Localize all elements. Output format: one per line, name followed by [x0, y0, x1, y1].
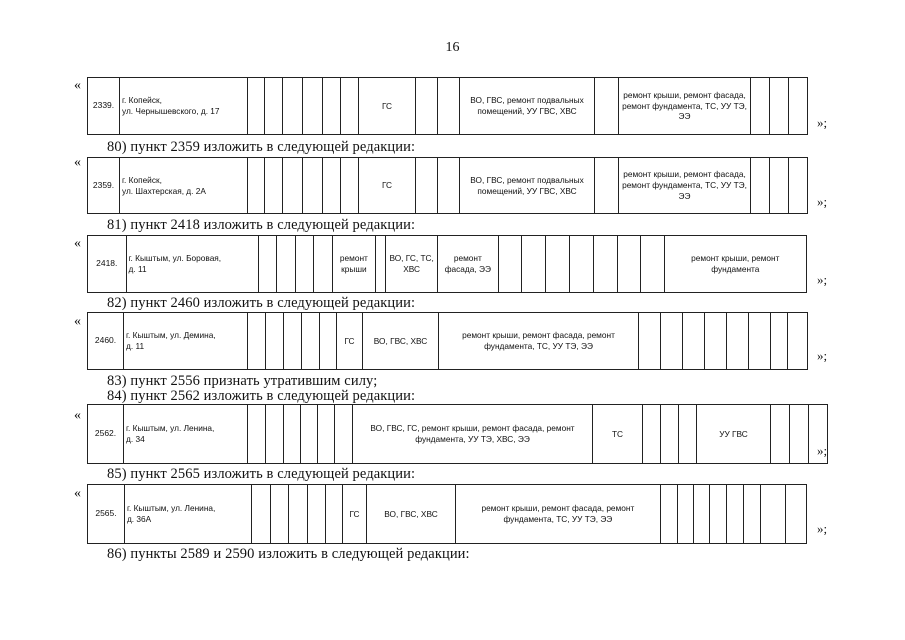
- open-quote: «: [74, 78, 81, 93]
- address-line-1: г. Копейск,: [122, 174, 162, 185]
- address-cell: [124, 313, 248, 370]
- row-number: 2565.: [88, 485, 125, 544]
- table-row-2418: [87, 235, 807, 293]
- open-quote: «: [74, 314, 81, 329]
- close-quote: »;: [817, 194, 828, 209]
- address-cell: [120, 78, 248, 135]
- address-cell: [124, 405, 248, 464]
- address-line-2: ул. Шахтерская, д. 2А: [122, 185, 206, 196]
- work-cell-systems: ВО, ГВС, ГС, ремонт крыши, ремонт фасада, ремонт фундамента, УУ ТЭ, ХВС, ЭЭ: [353, 405, 593, 464]
- close-quote: »;: [817, 348, 828, 363]
- open-quote: «: [74, 486, 81, 501]
- address-line-2: д. 36А: [126, 514, 152, 524]
- work-cell-repairs: ремонт крыши, ремонт фундамента: [664, 236, 806, 293]
- heading-80: 80) пункт 2359 изложить в следующей редакции:: [107, 139, 416, 155]
- row-number: 2359.: [88, 158, 120, 214]
- heading-86: 86) пункты 2589 и 2590 изложить в следующей редакции:: [107, 546, 470, 562]
- open-quote: «: [74, 155, 81, 170]
- heading-81: 81) пункт 2418 изложить в следующей редакции:: [107, 217, 416, 233]
- table-row-2339: [87, 77, 808, 135]
- row-number: 2339.: [88, 78, 120, 135]
- address-line-1: г. Кыштым, ул. Демина,: [126, 330, 216, 341]
- work-cell-systems: ВО, ГВС, ремонт подвальных помещений, УУ ГВС, ХВС: [460, 78, 595, 135]
- close-quote: »;: [817, 521, 828, 536]
- work-cell-repairs: ремонт крыши, ремонт фасада, ремонт фундамента, ТС, УУ ТЭ, ЭЭ: [439, 313, 639, 370]
- work-cell-repairs: ремонт крыши, ремонт фасада, ремонт фундамента, ТС, УУ ТЭ, ЭЭ: [619, 158, 751, 214]
- work-cell-facade: ремонт фасада, ЭЭ: [437, 236, 498, 293]
- address-line-1: г. Кыштым, ул. Ленина,: [126, 503, 216, 514]
- address-line-1: г. Кыштым, ул. Ленина,: [126, 423, 215, 434]
- address-line-2: ул. Чернышевского, д. 17: [122, 106, 220, 116]
- close-quote: »;: [817, 443, 828, 458]
- table-row-2359: [87, 157, 808, 214]
- heading-85: 85) пункт 2565 изложить в следующей редакции:: [107, 466, 416, 482]
- work-cell-gs: ГС: [337, 313, 363, 370]
- work-cell-gs: ГС: [359, 158, 416, 214]
- address-cell: [120, 158, 248, 214]
- close-quote: »;: [817, 272, 828, 287]
- page-number: 16: [445, 40, 460, 55]
- table-row-2460: [87, 312, 808, 370]
- heading-84: 84) пункт 2562 изложить в следующей редакции:: [107, 388, 416, 404]
- work-cell-systems: ВО, ГВС, ХВС: [367, 485, 455, 544]
- open-quote: «: [74, 408, 81, 423]
- row-number: 2418.: [88, 236, 127, 293]
- address-line-1: г. Копейск,: [122, 95, 162, 106]
- work-cell-gs: ГС: [359, 78, 416, 135]
- address-cell: [126, 236, 259, 293]
- address-cell: [124, 485, 251, 544]
- address-line-2: д. 34: [126, 434, 145, 444]
- table-row-2562: [87, 404, 828, 464]
- heading-82: 82) пункт 2460 изложить в следующей редакции:: [107, 295, 416, 311]
- work-cell-repairs: ремонт крыши, ремонт фасада, ремонт фундамента, ТС, УУ ТЭ, ЭЭ: [455, 485, 660, 544]
- open-quote: «: [74, 236, 81, 251]
- row-number: 2460.: [88, 313, 124, 370]
- work-cell-systems: ВО, ГВС, ремонт подвальных помещений, УУ ГВС, ХВС: [460, 158, 595, 214]
- work-cell-systems: ВО, ГС, ТС, ХВС: [386, 236, 437, 293]
- work-cell-ts: ТС: [593, 405, 643, 464]
- work-cell-repairs: ремонт крыши, ремонт фасада, ремонт фундамента, ТС, УУ ТЭ, ЭЭ: [619, 78, 751, 135]
- close-quote: »;: [817, 115, 828, 130]
- row-number: 2562.: [88, 405, 124, 464]
- work-cell-systems: ВО, ГВС, ХВС: [363, 313, 439, 370]
- work-cell-uu-gvs: УУ ГВС: [697, 405, 771, 464]
- work-cell-roof: ремонт крыши: [333, 236, 376, 293]
- table-row-2565: [87, 484, 807, 544]
- work-cell-gs: ГС: [342, 485, 367, 544]
- heading-83: 83) пункт 2556 признать утратившим силу;: [107, 373, 378, 389]
- address-line-1: г. Кыштым, ул. Боровая,: [128, 253, 222, 264]
- address-line-2: д. 11: [128, 264, 147, 274]
- address-line-2: д. 11: [126, 341, 145, 351]
